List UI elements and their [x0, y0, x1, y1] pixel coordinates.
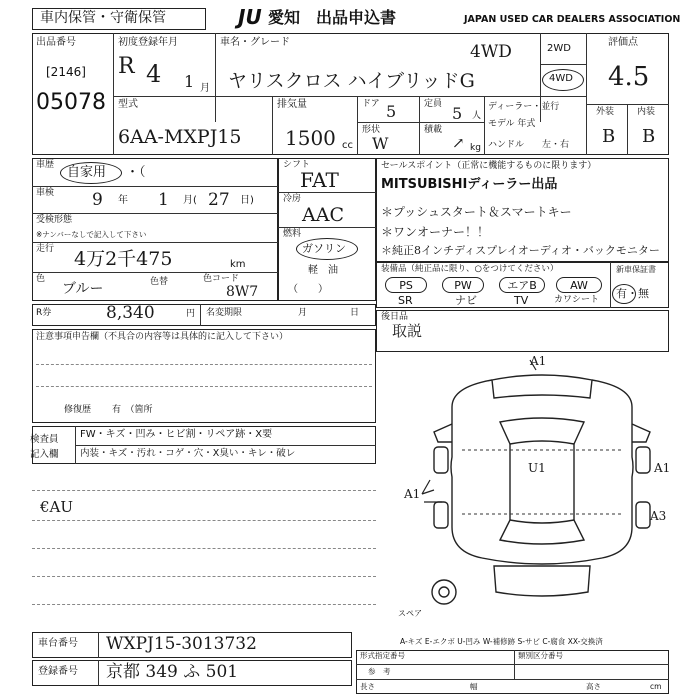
drive-option-4wd: 4WD	[549, 73, 573, 84]
repaint-label: 色替	[150, 277, 169, 287]
plate-label: 登録番号	[38, 666, 78, 677]
post-items-label: 後日品	[381, 312, 409, 322]
width-label: 幅	[470, 682, 478, 691]
inspection-label: 車検	[36, 188, 55, 198]
color-code-label: 色コード	[203, 274, 240, 284]
acceptance-label: 受検形態	[36, 215, 73, 225]
shape-value: W	[372, 134, 389, 153]
category-label: 類別区分番号	[518, 651, 563, 660]
interior-label: 内装	[637, 107, 656, 117]
drive-option-2wd: 2WD	[547, 43, 571, 54]
name-change-label: 名変期限	[206, 308, 243, 318]
capacity-unit: 人	[472, 111, 482, 121]
equip-tv: TV	[514, 294, 529, 307]
mark-top: A1	[530, 354, 547, 368]
color-code: 8W7	[226, 284, 259, 300]
equip-navi: ナビ	[455, 294, 477, 307]
height-label: 高さ	[586, 682, 601, 691]
post-items-value: 取説	[392, 322, 423, 340]
ju-logo: JU	[238, 5, 262, 29]
price-unit: 円	[186, 309, 196, 319]
shift-value: FAT	[300, 168, 339, 192]
mark-left: A1	[404, 487, 421, 501]
length-label: 長さ	[360, 682, 375, 691]
dealer-label: ディーラー・並行	[488, 102, 560, 112]
displacement-label: 排気量	[277, 99, 307, 110]
inspection-day-unit: 日)	[240, 195, 254, 206]
score-value: 4.5	[608, 62, 650, 92]
mark-center: U1	[528, 461, 546, 475]
damage-legend: A-キズ E-エクボ U-凹み W-補修跡 S-サビ C-腐食 XX-交換済	[400, 637, 603, 646]
assoc-name-en: JAPAN USED CAR DEALERS ASSOCIATION	[464, 14, 681, 25]
name-change-day: 日	[350, 308, 360, 318]
unit-label: cm	[650, 682, 662, 691]
fuel-diesel: 軽 油	[308, 265, 338, 276]
color-label: 色	[36, 274, 46, 284]
color-value: ブルー	[62, 281, 104, 297]
selling-point-3: ＊純正8インチディスプレイオーディオ・バックモニター	[381, 244, 660, 257]
fuel-label: 燃料	[283, 229, 302, 239]
equip-sr: SR	[398, 294, 413, 307]
car-drive: 4WD	[470, 42, 512, 62]
inspection-day: 27	[208, 190, 230, 210]
inspection-year: 9	[92, 190, 103, 210]
spare-label: スペア	[398, 609, 422, 618]
lot-number: 05078	[36, 90, 106, 115]
price-label: R券	[36, 308, 52, 318]
warranty-label: 新車保証書	[616, 265, 656, 274]
inspection-month-unit: 月(	[183, 195, 197, 206]
exterior-score: B	[602, 126, 616, 147]
inspector-row1: FW・キズ・凹み・ヒビ割・リペア跡・X要	[80, 429, 273, 440]
displacement-value: 1500	[285, 126, 336, 150]
load-label: 積載	[424, 125, 443, 135]
selling-point-2: ＊ワンオーナー！！	[381, 225, 490, 239]
car-name-label: 車名・グレード	[220, 37, 290, 48]
acceptance-note: ※ナンバーなしで記入して下さい	[36, 230, 147, 239]
equip-ps: PS	[385, 277, 427, 293]
repair-label: 修復歴	[64, 405, 92, 415]
equip-seat: カワシート	[554, 295, 600, 305]
inspector-label: 検査員 記入欄	[30, 434, 59, 460]
remark-handwritten: €AU	[40, 498, 74, 516]
history-label: 車歴	[36, 160, 55, 170]
price-row	[32, 304, 376, 326]
selling-points-brand: MITSUBISHIディーラー出品	[381, 177, 558, 192]
price-value: 8,340	[106, 303, 155, 323]
selling-point-1: ＊プッシュスタート＆スマートキー	[381, 205, 572, 219]
exterior-label: 外装	[596, 107, 615, 117]
storage-label: 車内保管・守衛保管	[40, 10, 166, 26]
displacement-unit: cc	[342, 140, 353, 151]
doors-value: 5	[386, 102, 397, 121]
handle-label: ハンドル	[488, 140, 525, 150]
chassis-label: 車台番号	[38, 638, 78, 649]
mileage-value: 4万2千475	[74, 248, 173, 270]
registration-month-unit: 月	[200, 83, 210, 94]
capacity-value: 5	[452, 104, 463, 123]
assoc-name-jp: 愛知	[268, 8, 301, 27]
name-change-month: 月	[298, 308, 308, 318]
mark-right: A1	[654, 461, 671, 475]
registration-era: R	[118, 54, 135, 79]
plate-value: 京都 349 ふ 501	[106, 662, 239, 682]
mileage-unit: km	[230, 259, 246, 270]
registration-month: 1	[184, 72, 195, 91]
notes-label: 注意事項申告欄（不具合の内容等は具体的に記入して下さい）	[36, 332, 289, 342]
fuel-value: ガソリン	[302, 242, 346, 255]
capacity-label: 定員	[424, 99, 443, 109]
load-value: ↗	[452, 134, 465, 152]
lot-sub-number: [2146]	[46, 65, 86, 79]
warranty-options: 有・無	[616, 287, 649, 300]
model-value: 6AA-MXPJ15	[118, 126, 242, 148]
equip-aw: AW	[556, 277, 602, 293]
registration-year: 4	[146, 60, 162, 88]
chassis-value: WXPJ15-3013732	[106, 634, 257, 654]
interior-score: B	[642, 126, 656, 147]
history-suffix: ・（	[126, 165, 146, 180]
aircon-value: AAC	[302, 204, 344, 226]
inspection-year-unit: 年	[118, 195, 128, 206]
handle-options: 左・右	[542, 140, 570, 150]
equipment-label: 装備品（純正品に限り、○をつけてください）	[381, 264, 559, 274]
shape-label: 形状	[362, 125, 381, 135]
model-cert-label: 形式指定番号	[360, 651, 405, 660]
shift-label: シフト	[283, 160, 311, 170]
car-diagram	[412, 352, 672, 612]
inspector-row2: 内装・キズ・汚れ・コゲ・穴・X臭い・キレ・破レ	[80, 448, 296, 459]
doors-label: ドア	[362, 99, 380, 109]
lot-label: 出品番号	[36, 37, 76, 48]
mark-right-low: A3	[650, 509, 667, 523]
car-name: ヤリスクロス ハイブリッドG	[228, 70, 475, 92]
registration-label: 初度登録年月	[118, 37, 178, 48]
aircon-label: 冷房	[283, 194, 302, 204]
equip-pw: PW	[442, 277, 484, 293]
warranty-circle	[612, 284, 636, 304]
equip-airbag: エアB	[499, 277, 545, 293]
repair-value: 有 （箇所	[112, 405, 153, 415]
score-label: 評価点	[608, 37, 638, 48]
selling-points-label: セールスポイント（正常に機能するものに限ります）	[381, 161, 597, 171]
fuel-other: （ ）	[288, 284, 328, 295]
ref-label: 参 考	[368, 667, 391, 676]
mileage-label: 走行	[36, 244, 55, 254]
inspection-month: 1	[158, 190, 169, 210]
history-value: 自家用	[67, 165, 107, 180]
model-label: 型式	[118, 99, 138, 110]
form-title: 出品申込書	[316, 8, 397, 27]
model-year-label: モデル 年式	[488, 119, 536, 129]
load-unit: kg	[470, 143, 481, 153]
